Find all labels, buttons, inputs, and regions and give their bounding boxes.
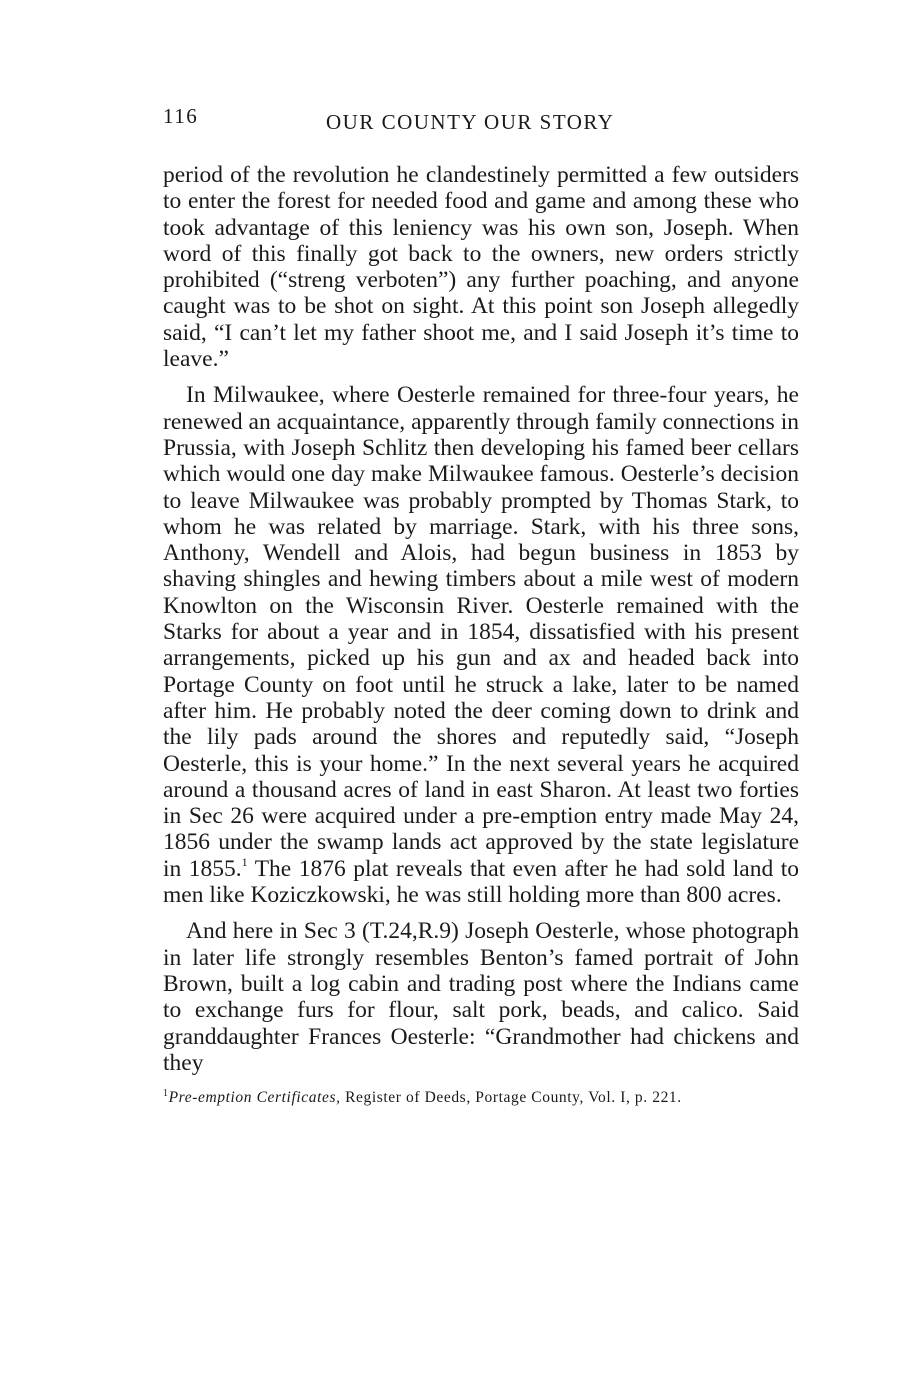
body-text [163, 162, 799, 1076]
running-title: OUR COUNTY OUR STORY [326, 110, 615, 134]
paragraph-1: period of the revolution he clandestinely permitted a few outsiders to enter the forest for needed food and game and among these who took advantage of this leniency was his own son, Joseph. When word of this finally got back to the owners, new orders strictly prohibited (“streng verboten”) any further poaching, and anyone caught was to be shot on sight. At this point son Joseph allegedly said, “I can’t let my father shoot me, and I said Joseph it’s time to leave.” [163, 162, 799, 373]
footnote [163, 1088, 799, 1108]
running-head [163, 104, 799, 138]
footnote-reference: 1 [241, 854, 248, 869]
paragraph-3: And here in Sec 3 (T.24,R.9) Joseph Oesterle, whose photograph in later life strongly resembles Benton’s famed portrait of John Brown, built a log cabin and trading post where the Indians came to exchange furs for flour, salt pork, beads, and calico. Said granddaughter Frances Oesterle: “Grandmother had chickens and they [163, 918, 799, 1076]
paragraph-2-text-a: In Milwaukee, where Oesterle remained for three-four years, he renewed an acquaintance, apparently through family connections in Prussia, with Joseph Schlitz then developing his famed beer cellars which would one day make Milwaukee famous. Oesterle’s decision to leave Milwaukee was probably prompted by Thomas Stark, to whom he was related by marriage. Stark, with his three sons, Anthony, Wendell and Alois, had begun business in 1853 by shaving shingles and hewing timbers about a mile west of modern Knowlton on the Wisconsin River. Oesterle remained with the Starks for about a year and in 1854, dissatisfied with his present arrangements, picked up his gun and ax and headed back into Portage County on foot until he struck a lake, later to be named after him. He probably noted the deer coming down to drink and the lily pads around the shores and reputedly said, “Joseph Oesterle, this is your home.” In the next several years he acquired around a thousand acres of land in east Sharon. At least two forties in Sec 26 were acquired under a pre-emption entry made May 24, 1856 under the swamp lands act approved by the state legislature in 1855. [163, 382, 799, 882]
footnote-mark: 1 [163, 1088, 169, 1100]
page-number: 116 [163, 104, 199, 128]
footnote-source-title: Pre-emption Certificates, [168, 1089, 341, 1107]
footnote-text: Register of Deeds, Portage County, Vol. I, p. 221. [340, 1089, 682, 1107]
paragraph-2-text-b: The 1876 plat reveals that even after he had sold land to men like Koziczkowski, he was still holding more than 800 acres. [163, 855, 799, 909]
book-page [163, 104, 799, 1108]
paragraph-2 [163, 382, 799, 908]
